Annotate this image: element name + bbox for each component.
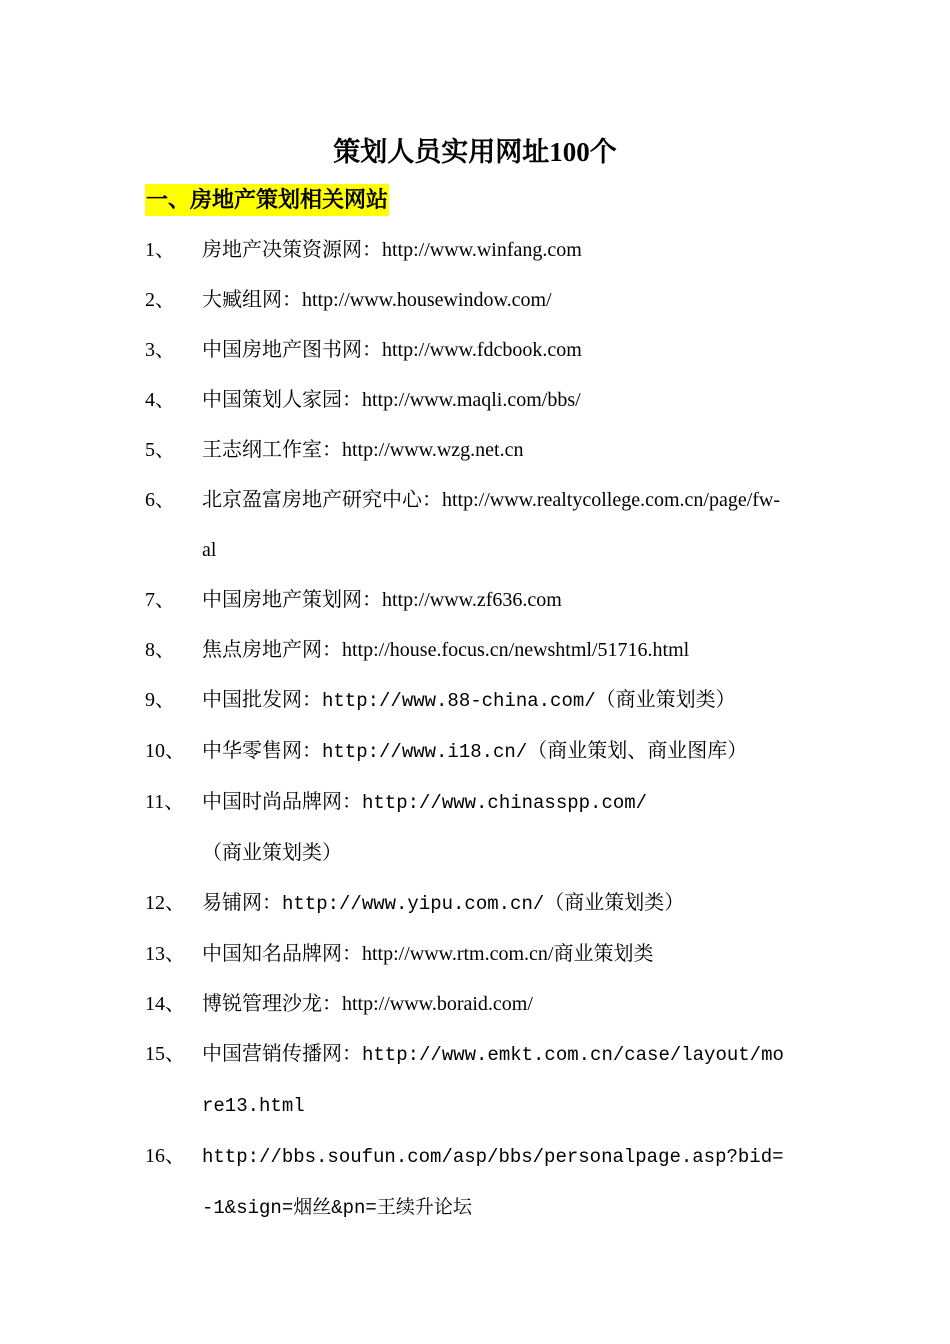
item-number: 9、 bbox=[145, 689, 175, 711]
list-item bbox=[145, 929, 785, 979]
item-body bbox=[202, 726, 785, 777]
list-item bbox=[145, 275, 785, 325]
site-note: （商业策划、商业图库） bbox=[527, 740, 748, 762]
item-body bbox=[202, 475, 785, 575]
site-url: http://house.focus.cn/newshtml/51716.html bbox=[342, 639, 690, 661]
item-body bbox=[202, 325, 785, 375]
item-number: 8、 bbox=[145, 639, 175, 661]
site-url: http://www.boraid.com/ bbox=[342, 993, 533, 1015]
site-url: http://www.chinasspp.com/ bbox=[362, 792, 648, 814]
section-heading: 一、房地产策划相关网站 bbox=[145, 184, 389, 216]
item-number: 1、 bbox=[145, 239, 175, 261]
site-url: http://www.zf636.com bbox=[382, 589, 562, 611]
site-name: 中华零售网： bbox=[202, 740, 322, 762]
list-item bbox=[145, 425, 785, 475]
item-number: 2、 bbox=[145, 289, 175, 311]
item-body bbox=[202, 979, 785, 1029]
site-url: http://bbs.soufun.com/asp/bbs/personalpage.asp?bid=-1&sign=烟丝&pn=王续升论坛 bbox=[202, 1146, 784, 1219]
list-item bbox=[145, 726, 785, 777]
site-name: 焦点房地产网： bbox=[202, 639, 342, 661]
item-number: 11、 bbox=[145, 791, 185, 813]
item-body bbox=[202, 675, 785, 726]
list-item bbox=[145, 777, 785, 878]
site-name: 易铺网： bbox=[202, 892, 282, 914]
site-name: 博锐管理沙龙： bbox=[202, 993, 342, 1015]
list-item bbox=[145, 878, 785, 929]
site-url: http://www.emkt.com.cn/case/layout/more13.html bbox=[202, 1044, 784, 1117]
site-note: 商业策划类 bbox=[553, 943, 654, 965]
item-number: 10、 bbox=[145, 740, 185, 762]
site-name: 中国营销传播网： bbox=[202, 1043, 362, 1065]
item-body bbox=[202, 878, 785, 929]
item-number: 6、 bbox=[145, 489, 175, 511]
list-item bbox=[145, 1131, 785, 1233]
site-name: 房地产决策资源网： bbox=[202, 239, 382, 261]
item-body bbox=[202, 575, 785, 625]
site-note: （商业策划类） bbox=[202, 842, 342, 864]
item-body bbox=[202, 929, 785, 979]
site-url: http://www.rtm.com.cn/ bbox=[362, 943, 554, 965]
list-item bbox=[145, 625, 785, 675]
item-number: 3、 bbox=[145, 339, 175, 361]
site-url: http://www.maqli.com/bbs/ bbox=[362, 389, 581, 411]
website-list bbox=[145, 225, 785, 1233]
item-number: 7、 bbox=[145, 589, 175, 611]
site-url: http://www.winfang.com bbox=[382, 239, 582, 261]
item-number: 12、 bbox=[145, 892, 185, 914]
list-item bbox=[145, 979, 785, 1029]
site-name: 中国房地产策划网： bbox=[202, 589, 382, 611]
item-body bbox=[202, 1131, 785, 1233]
site-url: http://www.yipu.com.cn/ bbox=[282, 893, 545, 915]
page-title: 策划人员实用网址100个 bbox=[333, 137, 617, 167]
site-url: http://www.fdcbook.com bbox=[382, 339, 582, 361]
site-note: （商业策划类） bbox=[595, 689, 736, 711]
item-body bbox=[202, 625, 785, 675]
site-url: http://www.housewindow.com/ bbox=[302, 289, 552, 311]
item-body bbox=[202, 225, 785, 275]
site-name: 中国房地产图书网： bbox=[202, 339, 382, 361]
list-item bbox=[145, 325, 785, 375]
item-number: 5、 bbox=[145, 439, 175, 461]
site-name: 中国知名品牌网： bbox=[202, 943, 362, 965]
item-body bbox=[202, 777, 785, 878]
item-body bbox=[202, 425, 785, 475]
site-name: 中国时尚品牌网： bbox=[202, 791, 362, 813]
item-body bbox=[202, 1029, 785, 1131]
site-name: 王志纲工作室： bbox=[202, 439, 342, 461]
list-item bbox=[145, 675, 785, 726]
site-url: http://www.88-china.com/ bbox=[322, 690, 596, 712]
item-body bbox=[202, 275, 785, 325]
site-url: http://www.realtycollege.com.cn/page/fw-al bbox=[202, 489, 781, 561]
item-number: 4、 bbox=[145, 389, 175, 411]
list-item bbox=[145, 1029, 785, 1131]
site-name: 北京盈富房地产研究中心： bbox=[202, 489, 442, 511]
list-item bbox=[145, 575, 785, 625]
item-number: 14、 bbox=[145, 993, 185, 1015]
item-number: 16、 bbox=[145, 1145, 185, 1167]
item-body bbox=[202, 375, 785, 425]
site-name: 大臧组网： bbox=[202, 289, 302, 311]
site-url: http://www.wzg.net.cn bbox=[342, 439, 524, 461]
list-item bbox=[145, 225, 785, 275]
list-item bbox=[145, 475, 785, 575]
site-name: 中国策划人家园： bbox=[202, 389, 362, 411]
list-item bbox=[145, 375, 785, 425]
item-number: 13、 bbox=[145, 943, 185, 965]
site-name: 中国批发网： bbox=[202, 689, 322, 711]
site-note: （商业策划类） bbox=[544, 892, 685, 914]
site-url: http://www.i18.cn/ bbox=[322, 741, 528, 763]
item-number: 15、 bbox=[145, 1043, 185, 1065]
